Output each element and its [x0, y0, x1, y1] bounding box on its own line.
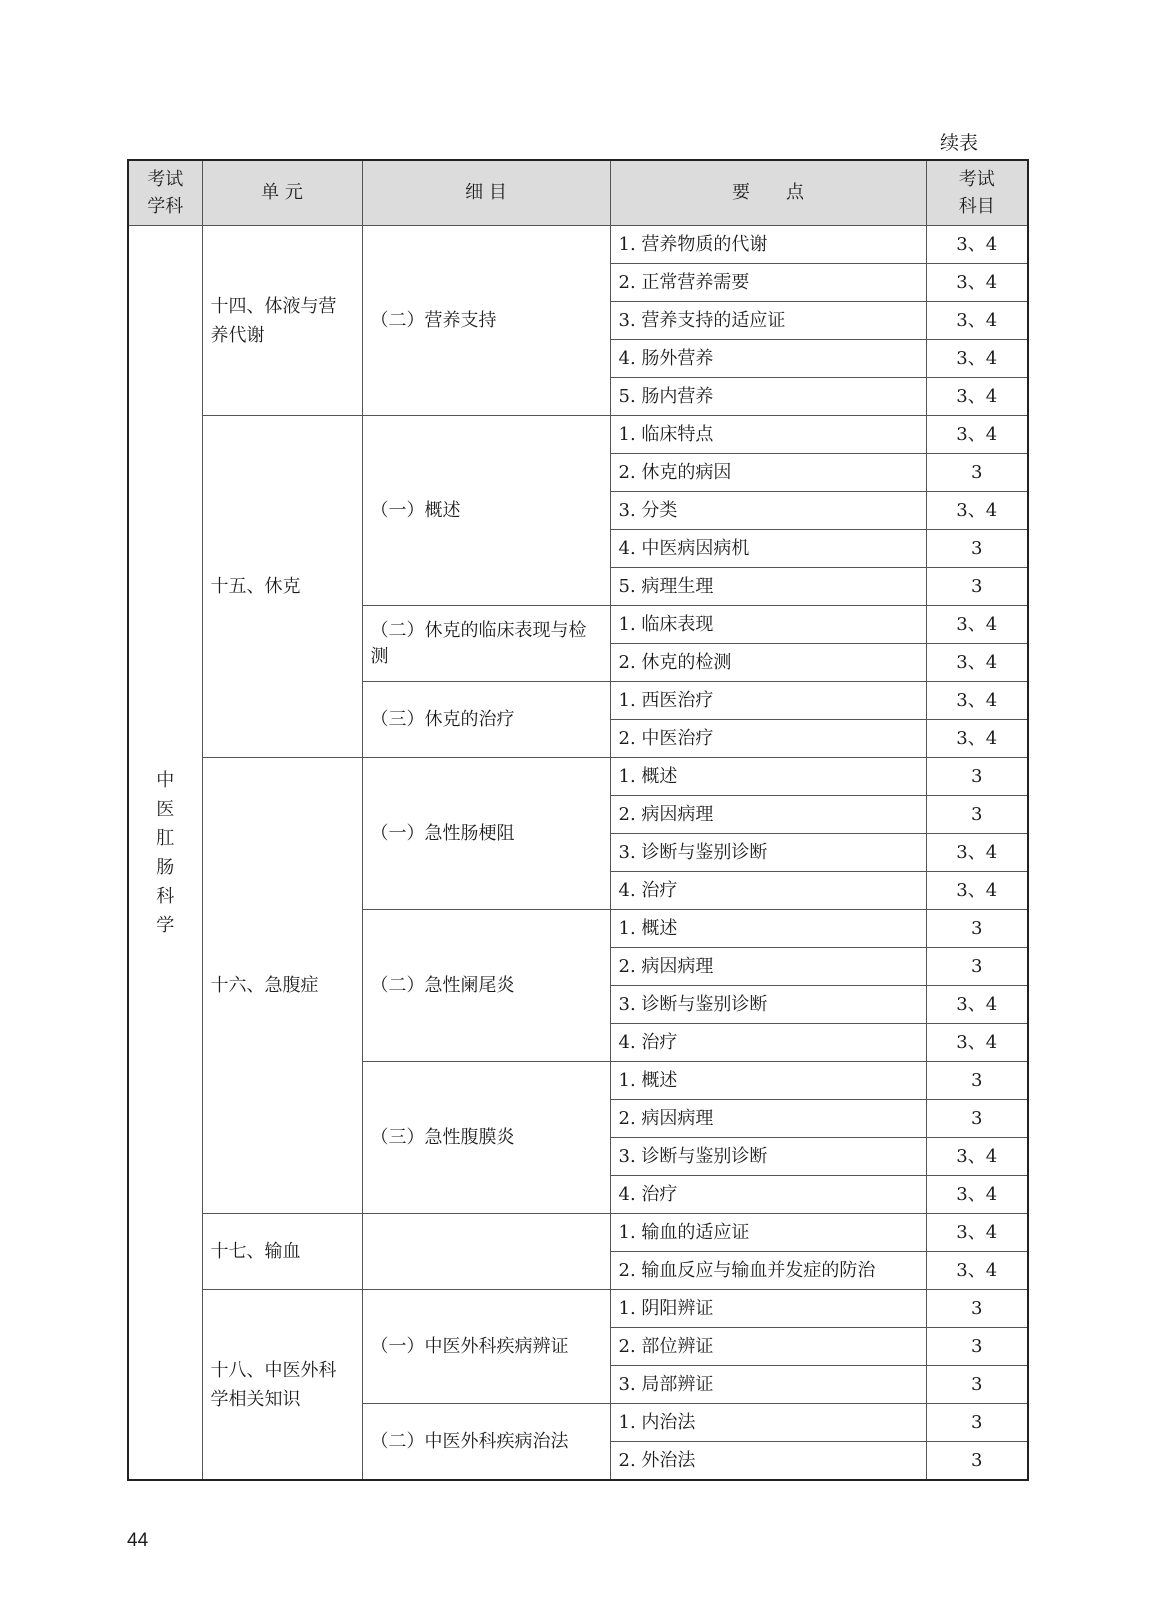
exam-cell: 3、4	[926, 340, 1028, 378]
point-cell: 2. 病因病理	[610, 1100, 926, 1138]
exam-cell: 3	[926, 796, 1028, 834]
detail-cell: （二）急性阑尾炎	[362, 910, 610, 1062]
header-detail: 细 目	[362, 160, 610, 226]
point-cell: 1. 营养物质的代谢	[610, 226, 926, 264]
point-cell: 3. 营养支持的适应证	[610, 302, 926, 340]
point-cell: 2. 外治法	[610, 1442, 926, 1481]
point-cell: 1. 概述	[610, 1062, 926, 1100]
point-cell: 3. 分类	[610, 492, 926, 530]
exam-cell: 3、4	[926, 264, 1028, 302]
point-cell: 4. 治疗	[610, 1024, 926, 1062]
point-cell: 3. 诊断与鉴别诊断	[610, 834, 926, 872]
detail-cell: （二）营养支持	[362, 226, 610, 416]
exam-cell: 3	[926, 454, 1028, 492]
detail-cell	[362, 1214, 610, 1290]
table-body	[128, 226, 1028, 1481]
detail-cell: （一）概述	[362, 416, 610, 606]
exam-cell: 3	[926, 568, 1028, 606]
point-cell: 1. 临床表现	[610, 606, 926, 644]
point-cell: 2. 部位辨证	[610, 1328, 926, 1366]
point-cell: 3. 诊断与鉴别诊断	[610, 986, 926, 1024]
point-cell: 1. 概述	[610, 758, 926, 796]
exam-cell: 3	[926, 1404, 1028, 1442]
table-row	[128, 758, 1028, 796]
detail-cell: （一）中医外科疾病辨证	[362, 1290, 610, 1404]
unit-cell: 十八、中医外科学相关知识	[202, 1290, 362, 1481]
point-cell: 5. 肠内营养	[610, 378, 926, 416]
exam-cell: 3、4	[926, 1024, 1028, 1062]
table-row	[128, 1214, 1028, 1252]
detail-cell: （二）休克的临床表现与检测	[362, 606, 610, 682]
exam-cell: 3、4	[926, 872, 1028, 910]
point-cell: 2. 正常营养需要	[610, 264, 926, 302]
point-cell: 1. 输血的适应证	[610, 1214, 926, 1252]
exam-cell: 3	[926, 1062, 1028, 1100]
header-point: 要 点	[610, 160, 926, 226]
point-cell: 5. 病理生理	[610, 568, 926, 606]
exam-cell: 3、4	[926, 720, 1028, 758]
detail-cell: （一）急性肠梗阻	[362, 758, 610, 910]
subject-cell	[128, 226, 202, 1481]
point-cell: 2. 中医治疗	[610, 720, 926, 758]
point-cell: 1. 内治法	[610, 1404, 926, 1442]
unit-cell: 十六、急腹症	[202, 758, 362, 1214]
unit-cell: 十七、输血	[202, 1214, 362, 1290]
header-unit: 单 元	[202, 160, 362, 226]
header-subject: 考试学科	[128, 160, 202, 226]
table-caption: 续表	[940, 132, 979, 154]
table-row	[128, 226, 1028, 264]
exam-cell: 3、4	[926, 1252, 1028, 1290]
exam-cell: 3	[926, 1442, 1028, 1481]
exam-cell: 3、4	[926, 606, 1028, 644]
point-cell: 1. 阴阳辨证	[610, 1290, 926, 1328]
point-cell: 2. 病因病理	[610, 948, 926, 986]
exam-cell: 3、4	[926, 1214, 1028, 1252]
point-cell: 4. 肠外营养	[610, 340, 926, 378]
point-cell: 1. 概述	[610, 910, 926, 948]
exam-cell: 3	[926, 948, 1028, 986]
page-number: 44	[127, 1530, 149, 1551]
exam-cell: 3	[926, 1100, 1028, 1138]
exam-cell: 3、4	[926, 834, 1028, 872]
point-cell: 2. 输血反应与输血并发症的防治	[610, 1252, 926, 1290]
point-cell: 2. 休克的检测	[610, 644, 926, 682]
syllabus-table	[127, 159, 1029, 1481]
exam-cell: 3、4	[926, 986, 1028, 1024]
point-cell: 4. 治疗	[610, 1176, 926, 1214]
point-cell: 3. 局部辨证	[610, 1366, 926, 1404]
exam-cell: 3、4	[926, 302, 1028, 340]
exam-cell: 3	[926, 1328, 1028, 1366]
point-cell: 3. 诊断与鉴别诊断	[610, 1138, 926, 1176]
point-cell: 1. 西医治疗	[610, 682, 926, 720]
point-cell: 1. 临床特点	[610, 416, 926, 454]
exam-cell: 3、4	[926, 226, 1028, 264]
syllabus-table-wrapper	[127, 159, 1027, 1481]
exam-cell: 3、4	[926, 1176, 1028, 1214]
exam-cell: 3	[926, 530, 1028, 568]
unit-cell: 十四、体液与营养代谢	[202, 226, 362, 416]
header-row	[128, 160, 1028, 226]
detail-cell: （二）中医外科疾病治法	[362, 1404, 610, 1481]
detail-cell: （三）急性腹膜炎	[362, 1062, 610, 1214]
exam-cell: 3	[926, 1366, 1028, 1404]
exam-cell: 3	[926, 758, 1028, 796]
table-row	[128, 416, 1028, 454]
exam-cell: 3、4	[926, 416, 1028, 454]
exam-cell: 3、4	[926, 1138, 1028, 1176]
point-cell: 4. 中医病因病机	[610, 530, 926, 568]
table-row	[128, 1290, 1028, 1328]
exam-cell: 3、4	[926, 378, 1028, 416]
point-cell: 2. 休克的病因	[610, 454, 926, 492]
header-exam: 考试科目	[926, 160, 1028, 226]
point-cell: 4. 治疗	[610, 872, 926, 910]
exam-cell: 3、4	[926, 492, 1028, 530]
unit-cell: 十五、休克	[202, 416, 362, 758]
exam-cell: 3	[926, 1290, 1028, 1328]
exam-cell: 3	[926, 910, 1028, 948]
exam-cell: 3、4	[926, 682, 1028, 720]
subject-label: 中医肛肠科学	[156, 769, 175, 936]
exam-cell: 3、4	[926, 644, 1028, 682]
detail-cell: （三）休克的治疗	[362, 682, 610, 758]
point-cell: 2. 病因病理	[610, 796, 926, 834]
